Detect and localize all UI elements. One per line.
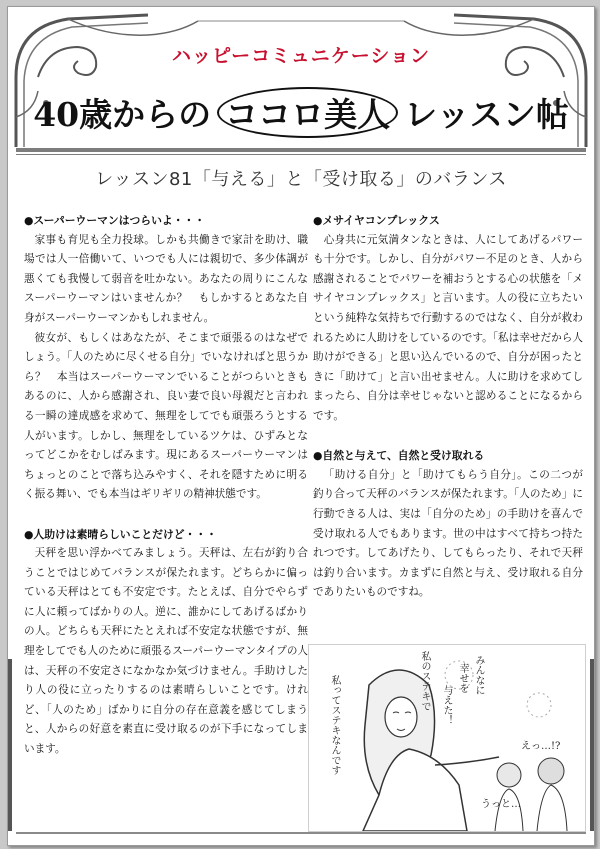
- section-1-paragraph-2: 彼女が、もしくはあなたが、そこまで頑張るのはなぜでしょう。「人のために尽くせる自分」でいなければと思うから？ 本当はスーパーウーマンでいることがつらいときもあるのに、人から感謝され、良い妻で良い母親だと言われる一瞬の達成感を求めて、無理をしてでも頑張ろうとする人がいます。しかし、無理をしているツケは、ひずみとなってどこかをむしばみます。現にあるスーパーウーマンはちょっとのことで落ち込みやすく、それを隠すために明るく振る舞い、でも本当はギリギリの精神状態です。: [24, 331, 308, 501]
- series-title: ハッピーコミュニケーション: [171, 45, 431, 67]
- footer-rule: [16, 832, 586, 834]
- section-1-paragraph-1: 家事も育児も全力投球。しかも共働きで家計を助け、職場では人一倍働いて、いつでも人には親切で、多少体調が悪くても我慢して弱音を吐かない。あなたの周りにこんなスーパーウーマンはいませんか？ もしかするとあなた自身がスーパーウーマンかもしれません。: [24, 233, 308, 324]
- section-heading-2: ●人助けは素晴らしいことだけど・・・: [24, 527, 217, 541]
- title-highlight: ココロ美人: [217, 87, 398, 138]
- section-heading-4: ●自然と与えて、自然と受け取れる: [313, 449, 485, 463]
- murmur-remark: うっと…: [481, 799, 521, 810]
- right-edge-bar: [590, 659, 594, 831]
- header-rule: [16, 148, 586, 152]
- speech-bubble-3: 幸せを: [457, 663, 468, 693]
- speech-bubble-1: 私のステキで: [419, 651, 430, 711]
- article-page: [7, 6, 595, 846]
- left-column: [24, 211, 308, 760]
- page-title: [8, 87, 594, 138]
- lesson-subtitle: レッスン81「与える」と「受け取る」のバランス: [95, 169, 507, 190]
- right-column: [313, 211, 583, 603]
- header-rule-thin: [16, 154, 586, 155]
- section-2-paragraph-1: 天秤を思い浮かべてみましょう。天秤は、左右が釣り合うことではじめてバランスが保たれます。どちらかに偏っている天秤はとても不安定です。たとえば、自分でやらずに人に頼ってばかりの人。逆に、誰かにしてあげるばかりの人。どちらも天秤にたとえれば不安定な状態ですが、無理をしてでも人のために頑張るスーパーウーマンタイプの人は、天秤の不安定さになかなか気づけません。手助けしたり人の役に立ったりするのは素晴らしいことです。けれど、「人のため」ばかりに自分の存在意義を感じてしまうと、人からの好意を素直に受け取るのが下手になってしまいます。: [24, 547, 309, 756]
- section-heading-1: ●スーパーウーマンはつらいよ・・・: [24, 214, 206, 227]
- title-prefix: 40歳からの: [33, 95, 212, 134]
- speech-bubble-4: 与えた！: [441, 685, 452, 725]
- speech-bubble-2: みんなに: [473, 655, 484, 695]
- surprised-remark: えっ…!?: [521, 741, 561, 752]
- left-edge-bar: [8, 659, 12, 831]
- section-3-paragraph-1: 心身共に元気満タンなときは、人にしてあげるパワーも十分です。しかし、自分がパワー不足のとき、人から感謝されることでパワーを補おうとする心の状態を「メサイヤコンプレックス」と言います。人の役に立ちたいという純粋な気持ちで行動するのではなく、自分が救われるために人助けをしているのです。「私は幸せだから人助けができる」と思い込んでいるので、自分が困ったときに「助けて」と言い出せません。人に助けを求めてしまったら、自分は幸せじゃないと認めることになるからです。: [313, 233, 583, 422]
- section-heading-3: ●メサイヤコンプレックス: [313, 214, 440, 227]
- title-suffix: レッスン帖: [404, 95, 569, 134]
- section-4-paragraph-1: 「助ける自分」と「助けてもらう自分」。この二つが釣り合って天秤のバランスが保たれます。「人のため」に行動できる人は、実は「自分のため」の手助けを喜んで受け取れる人でもあります。世の中はすべて持ちつ持たれつです。してあげたり、してもらったり、それで天秤は釣り合います。カまずに自然と与え、受け取れる自分でありたいものですね。: [313, 468, 583, 599]
- side-comment: 私ってステキなんです: [329, 675, 340, 775]
- illustration-panel: [308, 644, 586, 832]
